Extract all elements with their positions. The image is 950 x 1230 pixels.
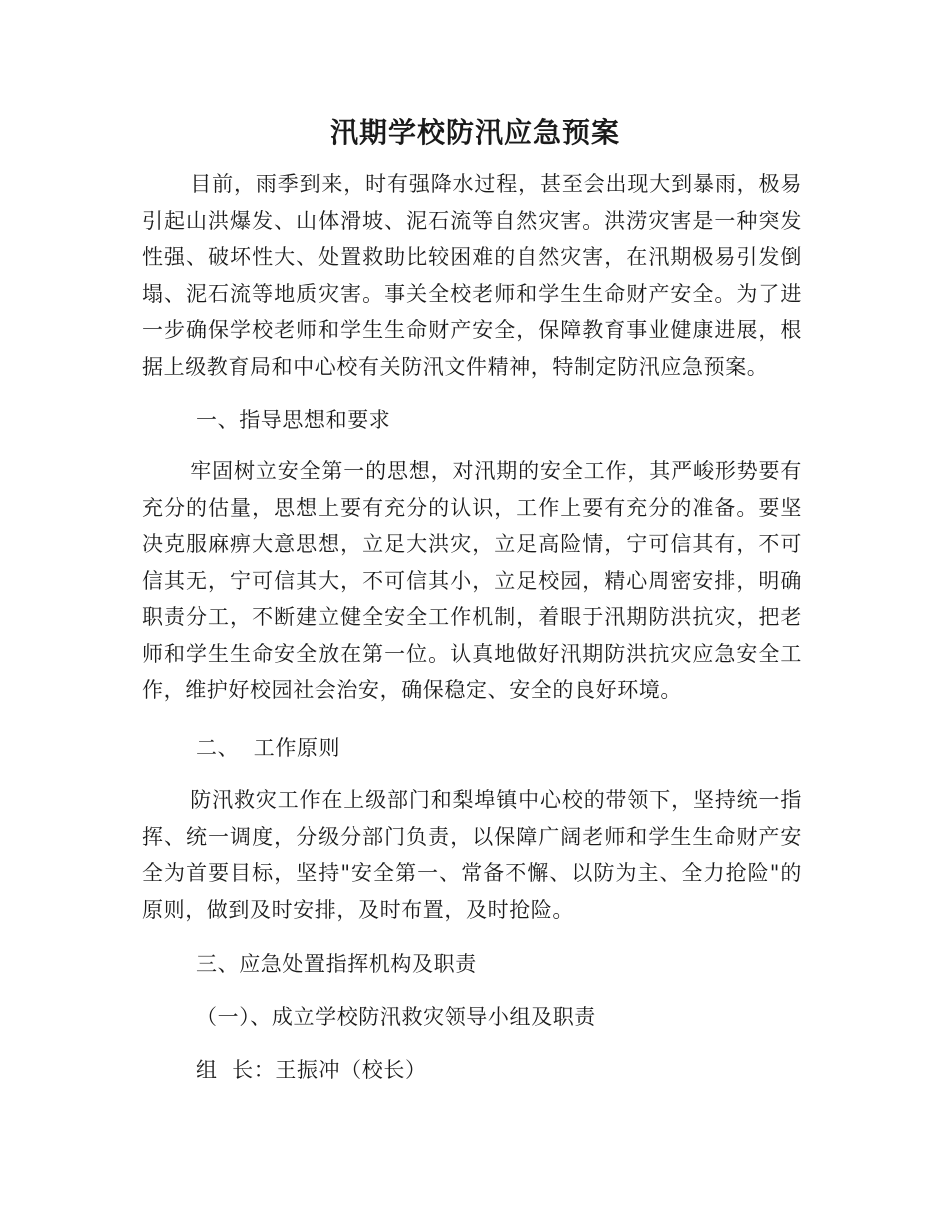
section-paragraph-guiding-principles: 牢固树立安全第一的思想，对汛期的安全工作，其严峻形势要有充分的估量，思想上要有充分的认识，工作上要有充分的准备。要坚决克服麻痹大意思想，立足大洪灾，立足高险情，宁可信其有，不可信其无，宁可信其大，不可信其小，立足校园，精心周密安排，明确职责分工，不断建立健全安全工作机制，着眼于汛期防洪抗灾，把老师和学生生命安全放在第一位。认真地做好汛期防洪抗灾应急安全工作，维护好校园社会治安，确保稳定、安全的良好环境。 bbox=[142, 459, 802, 702]
leader-line: 组 长：王振冲（校长） bbox=[196, 1058, 427, 1082]
section-heading-command-structure: 三、应急处置指挥机构及职责 bbox=[196, 952, 477, 976]
subsection-heading-leadership-group: （一）、成立学校防汛救灾领导小组及职责 bbox=[196, 1005, 596, 1029]
intro-paragraph: 目前，雨季到来，时有强降水过程，甚至会出现大到暴雨，极易引起山洪爆发、山体滑坡、泥石流等自然灾害。洪涝灾害是一种突发性强、破坏性大、处置救助比较困难的自然灾害，在汛期极易引发倒塌、泥石流等地质灾害。事关全校老师和学生生命财产安全。为了进一步确保学校老师和学生生命财产安全，保障教育事业健康进展，根据上级教育局和中心校有关防汛文件精神，特制定防汛应急预案。 bbox=[142, 172, 802, 379]
section-heading-work-principles: 二、 工作原则 bbox=[196, 736, 341, 760]
section-paragraph-work-principles: 防汛救灾工作在上级部门和梨埠镇中心校的带领下，坚持统一指挥、统一调度，分级分部门负责，以保障广阔老师和学生生命财产安全为首要目标，坚持"安全第一、常备不懈、以防为主、全力抢险"的原则，做到及时安排，及时布置，及时抢险。 bbox=[142, 788, 802, 922]
document-title: 汛期学校防汛应急预案 bbox=[329, 116, 620, 149]
section-heading-guiding-principles: 一、指导思想和要求 bbox=[196, 408, 391, 432]
